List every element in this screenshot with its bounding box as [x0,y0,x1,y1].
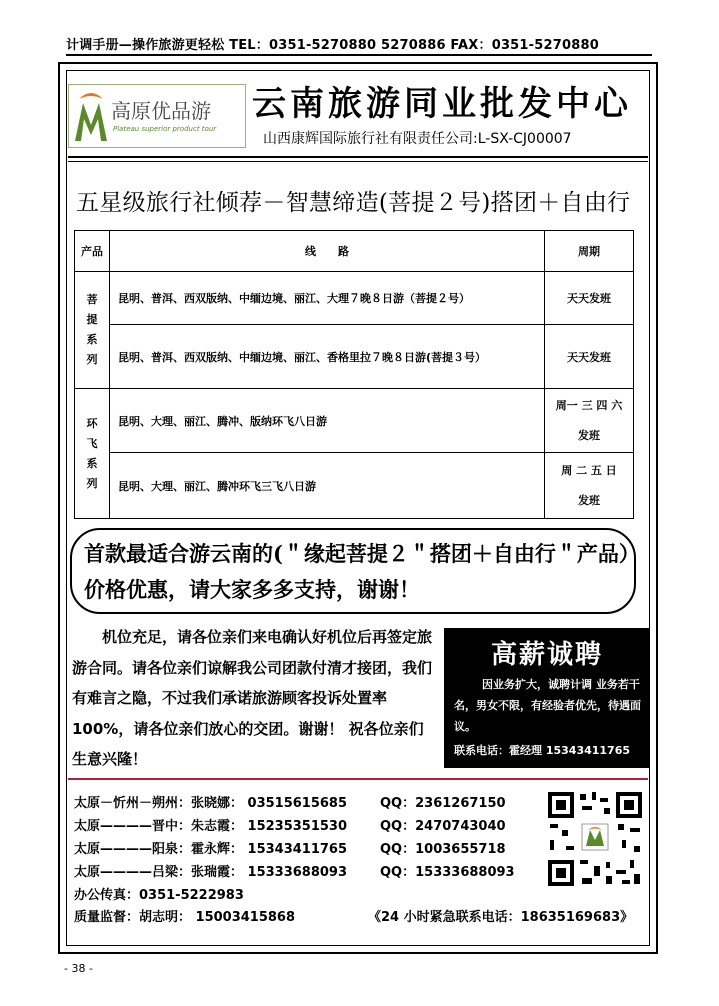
period-line: 发班 [578,493,600,507]
table-row [75,453,634,519]
table-header-row [75,231,634,272]
quality-supervision: 质量监督：胡志明： 15003415868 [74,910,296,925]
contact-qq: QQ：2470743040 [380,819,506,834]
period-line: 周 二 五 日 [561,463,617,477]
contact-qq: QQ：15333688093 [380,865,515,880]
header-period: 周期 [545,231,634,272]
contact-qq: QQ：2361267150 [380,796,506,811]
period-cell: 天天发班 [545,325,634,389]
header-underline [66,54,652,56]
emergency-hotline: 《24 小时紧急联系电话：18635169683》 [368,910,634,925]
header-bar [66,34,652,54]
period-line: 发班 [578,428,600,442]
route-cell: 昆明、普洱、西双版纳、中缅边境、丽江、香格里拉７晚８日游(菩提３号） [110,325,545,389]
table-row [75,325,634,389]
period-line: 周一 三 四 六 [555,398,623,412]
contact-row [74,861,515,880]
contact-row [74,815,506,834]
page-title: 云南旅游同业批发中心 [252,84,632,124]
divider [68,156,648,158]
company-name: 山西康辉国际旅行社有限责任公司:L-SX-CJ00007 [263,131,572,147]
period-cell [545,389,634,453]
logo-name-cn: 高原优品游 [111,99,211,123]
contact-label: 太原————晋中：朱志霞： 15235351530 [74,819,348,834]
contact-label: 太原————吕梁：张瑞霞： 15333688093 [74,865,348,880]
contact-qq: QQ：1003655718 [380,842,506,857]
recruit-body: 因业务扩大，诚聘计调 业务若干名，男女不限，有经验者优先，待遇面议。 [454,678,641,733]
logo [68,84,246,148]
period-cell: 天天发班 [545,272,634,325]
contact-row [74,838,506,857]
page-number: - 38 - [64,962,93,975]
period-cell [545,453,634,519]
route-cell: 昆明、大理、丽江、腾冲、版纳环飞八日游 [110,389,545,453]
promo-text: 首款最适合游云南的(＂缘起菩提２＂搭团＋自由行＂产品）价格优惠，请大家多多支持，谢谢！ [84,541,640,602]
qr-code-icon [546,790,644,888]
contact-label: 办公传真：0351-5222983 [74,888,244,903]
contact-row [74,884,244,903]
header-product: 产品 [75,231,110,272]
table-row [75,389,634,453]
recruit-title: 高薪诚聘 [490,640,603,670]
series-cell: 菩提系列 [75,272,110,389]
contact-label: 太原－忻州－朔州：张晓娜： 03515615685 [74,796,348,811]
logo-mountain-icon [73,89,109,143]
notice-text: 机位充足，请各位亲们来电确认好机位后再签定旅游合同。请各位亲们谅解我公司团款付清才接团，我们有难言之隐，不过我们承诺旅游顾客投诉处置率 100%，请各位亲们放心的交团。谢谢！ 祝各位亲们生意兴隆！ [72,628,433,768]
contact-row [74,792,506,811]
series-cell: 环飞系列 [75,389,110,519]
headline: 五星级旅行社倾荐－智慧缔造(菩提２号)搭团＋自由行 [76,190,631,216]
divider [68,161,648,162]
contact-label: 太原————阳泉：霍永辉： 15343411765 [74,842,348,857]
header-route: 线 路 [110,231,545,272]
route-cell: 昆明、普洱、西双版纳、中缅边境、丽江、大理７晚８日游（菩提２号） [110,272,545,325]
recruit-box [444,628,650,768]
logo-name-en: Plateau superior product tour [113,125,217,133]
recruit-contact: 联系电话：霍经理 15343411765 [454,744,631,757]
divider [68,778,648,780]
header-bar-text: 计调手册—操作旅游更轻松 TEL：0351-5270880 5270886 FAX：0351-5270880 [66,38,599,53]
table-row [75,272,634,325]
routes-table [74,230,634,519]
route-cell: 昆明、大理、丽江、腾冲环飞三飞八日游 [110,453,545,519]
